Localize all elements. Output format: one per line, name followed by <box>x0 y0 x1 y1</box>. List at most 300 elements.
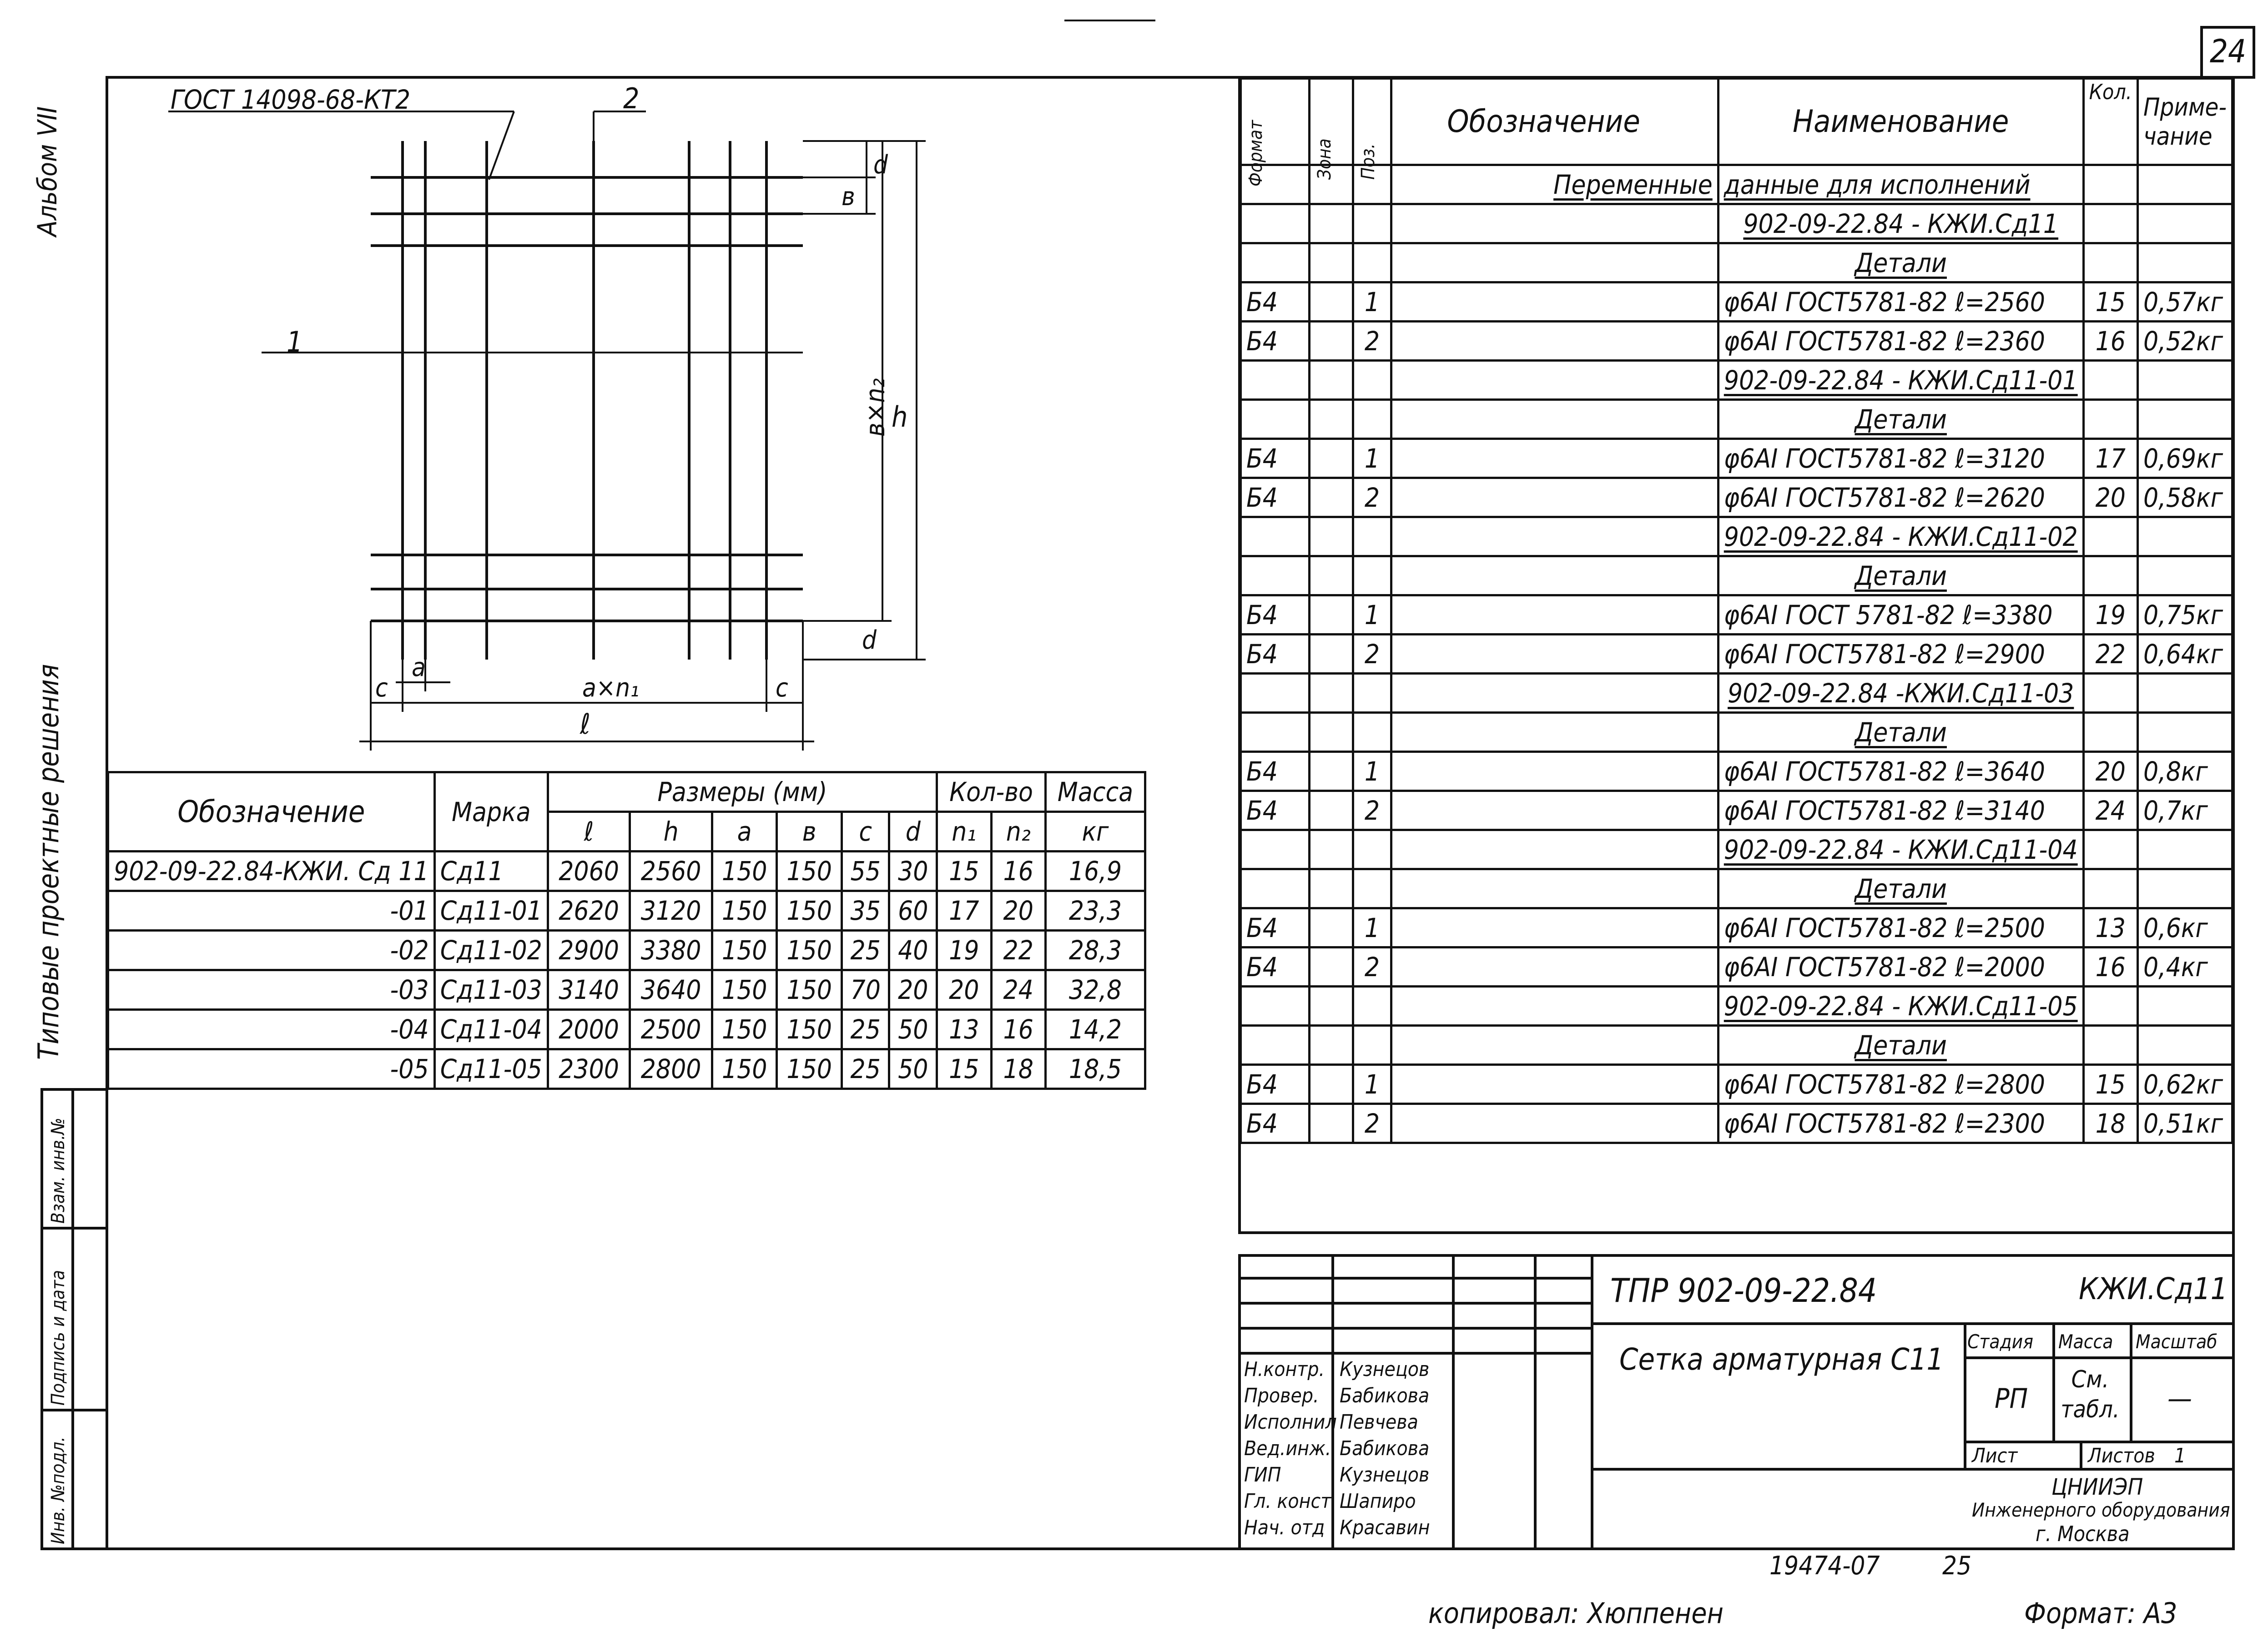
spec-row <box>1241 830 2233 869</box>
spec-format: Б4 <box>1241 595 1310 635</box>
spec-zone <box>1310 830 1353 869</box>
spec-zone <box>1310 908 1353 947</box>
spec-h-name: Наименование <box>1718 79 2083 165</box>
dim-c-right: c <box>776 673 788 703</box>
dims-col-h: h <box>630 812 712 852</box>
spec-title-right: данные для исполнений <box>1718 165 2083 204</box>
dims-cell-mass: 23,3 <box>1045 891 1145 931</box>
spec-qty <box>2083 830 2137 869</box>
spec-position <box>1353 830 1391 869</box>
spec-zone <box>1310 282 1353 322</box>
spec-note: 0,6кг <box>2137 908 2232 947</box>
dims-cell-mass: 28,3 <box>1045 931 1145 970</box>
spec-position: 2 <box>1353 635 1391 674</box>
spec-zone <box>1310 517 1353 556</box>
spec-position: 1 <box>1353 908 1391 947</box>
dims-cell-mass: 32,8 <box>1045 970 1145 1010</box>
spec-qty <box>2083 400 2137 439</box>
spec-position <box>1353 243 1391 282</box>
spec-position <box>1353 556 1391 595</box>
spec-qty: 15 <box>2083 282 2137 322</box>
spec-qty <box>2083 204 2137 243</box>
spec-designation <box>1391 1026 1718 1065</box>
spec-h-format: Формат <box>1241 79 1310 165</box>
dim-a-x-n1: a×n₁ <box>582 673 640 703</box>
sheets-label: Листов <box>2088 1444 2155 1467</box>
spec-format <box>1241 1026 1310 1065</box>
spec-designation <box>1391 439 1718 478</box>
dims-cell-l: 2000 <box>548 1010 630 1049</box>
spec-name: φ6AI ГОСТ5781-82 ℓ=2360 <box>1718 322 2083 361</box>
dims-row <box>108 852 1145 891</box>
spec-qty: 17 <box>2083 439 2137 478</box>
gost-label: ГОСТ 14098-68-КТ2 <box>171 84 411 115</box>
spec-designation <box>1391 243 1718 282</box>
spec-document-ref: 902-09-22.84 - КЖИ.Сд11 <box>1718 204 2083 243</box>
dims-row <box>108 891 1145 931</box>
spec-format <box>1241 830 1310 869</box>
dims-cell-des: -05 <box>108 1049 435 1089</box>
spec-designation <box>1391 752 1718 791</box>
spec-designation <box>1391 791 1718 830</box>
spec-designation <box>1391 556 1718 595</box>
spec-qty: 13 <box>2083 908 2137 947</box>
spec-note <box>2137 361 2232 400</box>
spec-designation <box>1391 635 1718 674</box>
signatory-role: Гл. конст <box>1244 1490 1331 1513</box>
spec-format <box>1241 713 1310 752</box>
spec-zone <box>1310 204 1353 243</box>
mesh-vertical-bars <box>403 141 766 660</box>
doc-code: ТПР 902-09-22.84 <box>1610 1271 1877 1310</box>
dims-col-l: ℓ <box>548 812 630 852</box>
dims-cell-h: 2800 <box>630 1049 712 1089</box>
spec-designation <box>1391 322 1718 361</box>
spec-format: Б4 <box>1241 908 1310 947</box>
dims-cell-mass: 18,5 <box>1045 1049 1145 1089</box>
spec-qty: 16 <box>2083 947 2137 987</box>
spec-format: Б4 <box>1241 1065 1310 1104</box>
side-stamp-sign: Подпись и дата <box>48 1270 69 1406</box>
dims-cell-d: 60 <box>889 891 937 931</box>
spec-position <box>1353 869 1391 908</box>
side-stamp-inv: Инв. №подл. <box>48 1436 69 1544</box>
dims-cell-b: 150 <box>777 931 842 970</box>
spec-designation <box>1391 478 1718 517</box>
spec-format <box>1241 517 1310 556</box>
dim-b-x-n2: в×n₂ <box>860 378 891 437</box>
dims-cell-d: 20 <box>889 970 937 1010</box>
spec-qty <box>2083 556 2137 595</box>
spec-qty: 24 <box>2083 791 2137 830</box>
spec-position: 2 <box>1353 947 1391 987</box>
spec-designation <box>1391 830 1718 869</box>
dims-cell-d: 50 <box>889 1010 937 1049</box>
spec-format <box>1241 674 1310 713</box>
spec-name: φ6AI ГОСТ5781-82 ℓ=2620 <box>1718 478 2083 517</box>
dims-cell-des: -01 <box>108 891 435 931</box>
spec-note: 0,58кг <box>2137 478 2232 517</box>
spec-note <box>2137 1026 2232 1065</box>
spec-note <box>2137 556 2232 595</box>
dims-cell-l: 2060 <box>548 852 630 891</box>
spec-format: Б4 <box>1241 1104 1310 1143</box>
dims-cell-des: -04 <box>108 1010 435 1049</box>
spec-format <box>1241 361 1310 400</box>
dimensions-table <box>107 771 1146 1090</box>
spec-position: 2 <box>1353 478 1391 517</box>
sheets-value: 1 <box>2174 1444 2186 1467</box>
signatory-role: Вед.инж. <box>1244 1437 1331 1460</box>
dims-cell-b: 150 <box>777 1010 842 1049</box>
spec-position: 1 <box>1353 595 1391 635</box>
dims-cell-d: 40 <box>889 931 937 970</box>
spec-format: Б4 <box>1241 752 1310 791</box>
mass-value: См. табл. <box>2061 1366 2120 1423</box>
dims-col-n2: n₂ <box>991 812 1045 852</box>
spec-format <box>1241 556 1310 595</box>
dims-col-d: d <box>889 812 937 852</box>
spec-row <box>1241 282 2233 322</box>
spec-row <box>1241 595 2233 635</box>
spec-note <box>2137 204 2232 243</box>
spec-zone <box>1310 674 1353 713</box>
dims-col-a: a <box>712 812 777 852</box>
mesh-horizontal-bars <box>371 177 803 621</box>
dim-d-top: d <box>873 150 888 180</box>
dim-d-bottom: d <box>862 625 877 655</box>
spec-qty <box>2083 243 2137 282</box>
spec-row <box>1241 791 2233 830</box>
spec-row <box>1241 517 2233 556</box>
spec-qty <box>2083 674 2137 713</box>
paper-format: Формат: А3 <box>2024 1597 2177 1630</box>
dims-cell-mass: 14,2 <box>1045 1010 1145 1049</box>
spec-format: Б4 <box>1241 635 1310 674</box>
dims-cell-mark: Сд11-03 <box>434 970 548 1010</box>
dims-cell-a: 150 <box>712 931 777 970</box>
spec-position: 1 <box>1353 282 1391 322</box>
dims-cell-des: -02 <box>108 931 435 970</box>
dims-cell-l: 2620 <box>548 891 630 931</box>
spec-zone <box>1310 869 1353 908</box>
spec-name: φ6AI ГОСТ 5781-82 ℓ=3380 <box>1718 595 2083 635</box>
copied-by: копировал: Хюппенен <box>1428 1597 1724 1630</box>
dims-cell-d: 30 <box>889 852 937 891</box>
dims-cell-c: 25 <box>842 931 889 970</box>
dims-cell-l: 2300 <box>548 1049 630 1089</box>
org-line-3: г. Москва <box>2036 1522 2130 1546</box>
spec-h-note: Приме-чание <box>2137 79 2232 165</box>
dims-cell-b: 150 <box>777 891 842 931</box>
spec-zone <box>1310 322 1353 361</box>
spec-zone <box>1310 478 1353 517</box>
dims-cell-h: 3640 <box>630 970 712 1010</box>
spec-position: 1 <box>1353 1065 1391 1104</box>
spec-designation <box>1391 674 1718 713</box>
dim-h: h <box>892 400 908 433</box>
spec-zone <box>1310 243 1353 282</box>
spec-note: 0,51кг <box>2137 1104 2232 1143</box>
spec-zone <box>1310 987 1353 1026</box>
spec-designation <box>1391 595 1718 635</box>
drawing-title: Сетка арматурная С11 <box>1619 1342 1944 1377</box>
signatory-name: Бабикова <box>1340 1437 1430 1460</box>
dims-h-designation: Обозначение <box>108 772 435 852</box>
spec-position: 2 <box>1353 791 1391 830</box>
spec-name: φ6AI ГОСТ5781-82 ℓ=2800 <box>1718 1065 2083 1104</box>
spec-h-zone: Зона <box>1310 79 1353 165</box>
spec-position <box>1353 204 1391 243</box>
spec-note: 0,75кг <box>2137 595 2232 635</box>
spec-row <box>1241 439 2233 478</box>
spec-qty <box>2083 869 2137 908</box>
spec-section-title: Детали <box>1718 243 2083 282</box>
spec-zone <box>1310 1026 1353 1065</box>
spec-qty <box>2083 517 2137 556</box>
spec-row <box>1241 556 2233 595</box>
dims-cell-c: 55 <box>842 852 889 891</box>
spec-position: 1 <box>1353 752 1391 791</box>
dims-cell-n1: 17 <box>937 891 991 931</box>
dims-cell-n2: 20 <box>991 891 1045 931</box>
dims-row <box>108 1049 1145 1089</box>
spec-format: Б4 <box>1241 322 1310 361</box>
spec-designation <box>1391 869 1718 908</box>
spec-note <box>2137 830 2232 869</box>
spec-designation <box>1391 282 1718 322</box>
dims-cell-h: 3120 <box>630 891 712 931</box>
signatory-role: Нач. отд <box>1244 1516 1325 1539</box>
spec-note: 0,62кг <box>2137 1065 2232 1104</box>
sheet-label: Лист <box>1972 1444 2018 1467</box>
spec-name: φ6AI ГОСТ5781-82 ℓ=2300 <box>1718 1104 2083 1143</box>
spec-note: 0,7кг <box>2137 791 2232 830</box>
spec-row <box>1241 1104 2233 1143</box>
dims-cell-n1: 13 <box>937 1010 991 1049</box>
dims-cell-a: 150 <box>712 970 777 1010</box>
dims-cell-b: 150 <box>777 970 842 1010</box>
dims-mass-unit: кг <box>1045 812 1145 852</box>
dims-cell-l: 3140 <box>548 970 630 1010</box>
spec-designation <box>1391 987 1718 1026</box>
dims-cell-mark: Сд11 <box>434 852 548 891</box>
spec-section-title: Детали <box>1718 556 2083 595</box>
position-1-label: 1 <box>287 325 303 358</box>
spec-note: 0,4кг <box>2137 947 2232 987</box>
mass-label: Масса <box>2058 1331 2113 1353</box>
dims-cell-b: 150 <box>777 1049 842 1089</box>
dims-h-sizes: Размеры (мм) <box>548 772 937 812</box>
spec-zone <box>1310 752 1353 791</box>
spec-note: 0,57кг <box>2137 282 2232 322</box>
spec-note <box>2137 987 2232 1026</box>
spec-qty: 22 <box>2083 635 2137 674</box>
dims-h-mass: Масса <box>1045 772 1145 812</box>
dims-cell-mass: 16,9 <box>1045 852 1145 891</box>
spec-name: φ6AI ГОСТ5781-82 ℓ=2000 <box>1718 947 2083 987</box>
spec-document-ref: 902-09-22.84 - КЖИ.Сд11-04 <box>1718 830 2083 869</box>
spec-position <box>1353 674 1391 713</box>
spec-name: φ6AI ГОСТ5781-82 ℓ=3120 <box>1718 439 2083 478</box>
dims-cell-a: 150 <box>712 852 777 891</box>
spec-document-ref: 902-09-22.84 - КЖИ.Сд11-05 <box>1718 987 2083 1026</box>
spec-zone <box>1310 556 1353 595</box>
side-album: Альбом VII <box>32 106 63 237</box>
dims-cell-mark: Сд11-01 <box>434 891 548 931</box>
dims-cell-n1: 19 <box>937 931 991 970</box>
spec-position <box>1353 517 1391 556</box>
spec-h-designation: Обозначение <box>1391 79 1718 165</box>
spec-h-pos: Поз. <box>1353 79 1391 165</box>
spec-designation <box>1391 947 1718 987</box>
spec-qty: 20 <box>2083 478 2137 517</box>
spec-note <box>2137 400 2232 439</box>
dims-cell-n1: 20 <box>937 970 991 1010</box>
spec-section-title: Детали <box>1718 713 2083 752</box>
spec-qty: 19 <box>2083 595 2137 635</box>
dims-cell-n2: 16 <box>991 1010 1045 1049</box>
spec-note: 0,64кг <box>2137 635 2232 674</box>
dims-cell-h: 3380 <box>630 931 712 970</box>
specification-table <box>1240 77 2233 1144</box>
dims-cell-n1: 15 <box>937 1049 991 1089</box>
spec-format: Б4 <box>1241 791 1310 830</box>
spec-note <box>2137 674 2232 713</box>
spec-row <box>1241 243 2233 282</box>
spec-position <box>1353 361 1391 400</box>
spec-qty: 16 <box>2083 322 2137 361</box>
signatory-role: Исполнил <box>1244 1411 1337 1434</box>
dims-cell-n2: 16 <box>991 852 1045 891</box>
dims-cell-c: 25 <box>842 1049 889 1089</box>
spec-qty: 15 <box>2083 1065 2137 1104</box>
spec-name: φ6AI ГОСТ5781-82 ℓ=3140 <box>1718 791 2083 830</box>
spec-position <box>1353 400 1391 439</box>
spec-note: 0,8кг <box>2137 752 2232 791</box>
spec-designation <box>1391 517 1718 556</box>
dims-cell-n2: 24 <box>991 970 1045 1010</box>
sheet-number: 25 <box>1942 1551 1972 1581</box>
dims-cell-a: 150 <box>712 1049 777 1089</box>
spec-zone <box>1310 1104 1353 1143</box>
spec-qty <box>2083 361 2137 400</box>
spec-section-title: Детали <box>1718 869 2083 908</box>
position-2-label: 2 <box>623 82 640 115</box>
spec-note: 0,52кг <box>2137 322 2232 361</box>
dims-cell-a: 150 <box>712 891 777 931</box>
dims-cell-n1: 15 <box>937 852 991 891</box>
spec-designation <box>1391 361 1718 400</box>
spec-position: 2 <box>1353 1104 1391 1143</box>
spec-row <box>1241 987 2233 1026</box>
spec-name: φ6AI ГОСТ5781-82 ℓ=2500 <box>1718 908 2083 947</box>
spec-zone <box>1310 791 1353 830</box>
side-stamp-replace: Взам. инв.№ <box>48 1118 69 1224</box>
spec-document-ref: 902-09-22.84 - КЖИ.Сд11-01 <box>1718 361 2083 400</box>
signatory-name: Кузнецов <box>1340 1358 1430 1381</box>
dims-col-c: c <box>842 812 889 852</box>
spec-designation <box>1391 400 1718 439</box>
spec-position <box>1353 1026 1391 1065</box>
dims-cell-d: 50 <box>889 1049 937 1089</box>
org-line-1: ЦНИИЭП <box>2051 1474 2143 1500</box>
spec-designation <box>1391 1104 1718 1143</box>
spec-format: Б4 <box>1241 947 1310 987</box>
spec-zone <box>1310 635 1353 674</box>
spec-qty: 18 <box>2083 1104 2137 1143</box>
spec-designation <box>1391 713 1718 752</box>
spec-row <box>1241 204 2233 243</box>
spec-title-left: Переменные <box>1391 165 1718 204</box>
spec-zone <box>1310 713 1353 752</box>
dims-cell-c: 25 <box>842 1010 889 1049</box>
spec-zone <box>1310 1065 1353 1104</box>
spec-qty <box>2083 987 2137 1026</box>
spec-row <box>1241 674 2233 713</box>
dim-c-left: c <box>375 673 388 703</box>
dims-col-b: в <box>777 812 842 852</box>
spec-note <box>2137 243 2232 282</box>
page-number: 24 <box>2210 33 2247 70</box>
dims-cell-b: 150 <box>777 852 842 891</box>
spec-qty: 20 <box>2083 752 2137 791</box>
spec-section-title: Детали <box>1718 400 2083 439</box>
spec-format <box>1241 243 1310 282</box>
doc-mark: КЖИ.Сд11 <box>2079 1271 2228 1306</box>
dims-cell-mark: Сд11-05 <box>434 1049 548 1089</box>
spec-name: φ6AI ГОСТ5781-82 ℓ=2900 <box>1718 635 2083 674</box>
dim-l: ℓ <box>580 707 591 741</box>
spec-zone <box>1310 400 1353 439</box>
spec-format <box>1241 400 1310 439</box>
spec-row <box>1241 908 2233 947</box>
stage-label: Стадия <box>1967 1331 2033 1353</box>
spec-name: φ6AI ГОСТ5781-82 ℓ=3640 <box>1718 752 2083 791</box>
dims-cell-n2: 18 <box>991 1049 1045 1089</box>
scale-label: Масштаб <box>2136 1331 2218 1353</box>
spec-row <box>1241 1026 2233 1065</box>
spec-row <box>1241 478 2233 517</box>
spec-row <box>1241 752 2233 791</box>
spec-document-ref: 902-09-22.84 - КЖИ.Сд11-02 <box>1718 517 2083 556</box>
spec-row <box>1241 635 2233 674</box>
spec-note <box>2137 517 2232 556</box>
spec-zone <box>1310 947 1353 987</box>
dims-row <box>108 1010 1145 1049</box>
spec-zone <box>1310 595 1353 635</box>
spec-designation <box>1391 204 1718 243</box>
dims-cell-des: 902-09-22.84-КЖИ. Сд 11 <box>108 852 435 891</box>
side-series: Типовые проектные решения <box>32 664 65 1060</box>
spec-qty <box>2083 713 2137 752</box>
spec-format: Б4 <box>1241 282 1310 322</box>
dims-row <box>108 970 1145 1010</box>
signatory-role: Н.контр. <box>1244 1358 1325 1381</box>
spec-row <box>1241 400 2233 439</box>
spec-designation <box>1391 1065 1718 1104</box>
spec-qty <box>2083 1026 2137 1065</box>
spec-position: 1 <box>1353 439 1391 478</box>
dims-cell-c: 70 <box>842 970 889 1010</box>
spec-row <box>1241 1065 2233 1104</box>
signatory-role: Провер. <box>1244 1384 1319 1407</box>
spec-name: φ6AI ГОСТ5781-82 ℓ=2560 <box>1718 282 2083 322</box>
dims-cell-a: 150 <box>712 1010 777 1049</box>
dims-cell-mark: Сд11-04 <box>434 1010 548 1049</box>
dims-h-mark: Марка <box>434 772 548 852</box>
dims-h-count: Кол-во <box>937 772 1046 812</box>
